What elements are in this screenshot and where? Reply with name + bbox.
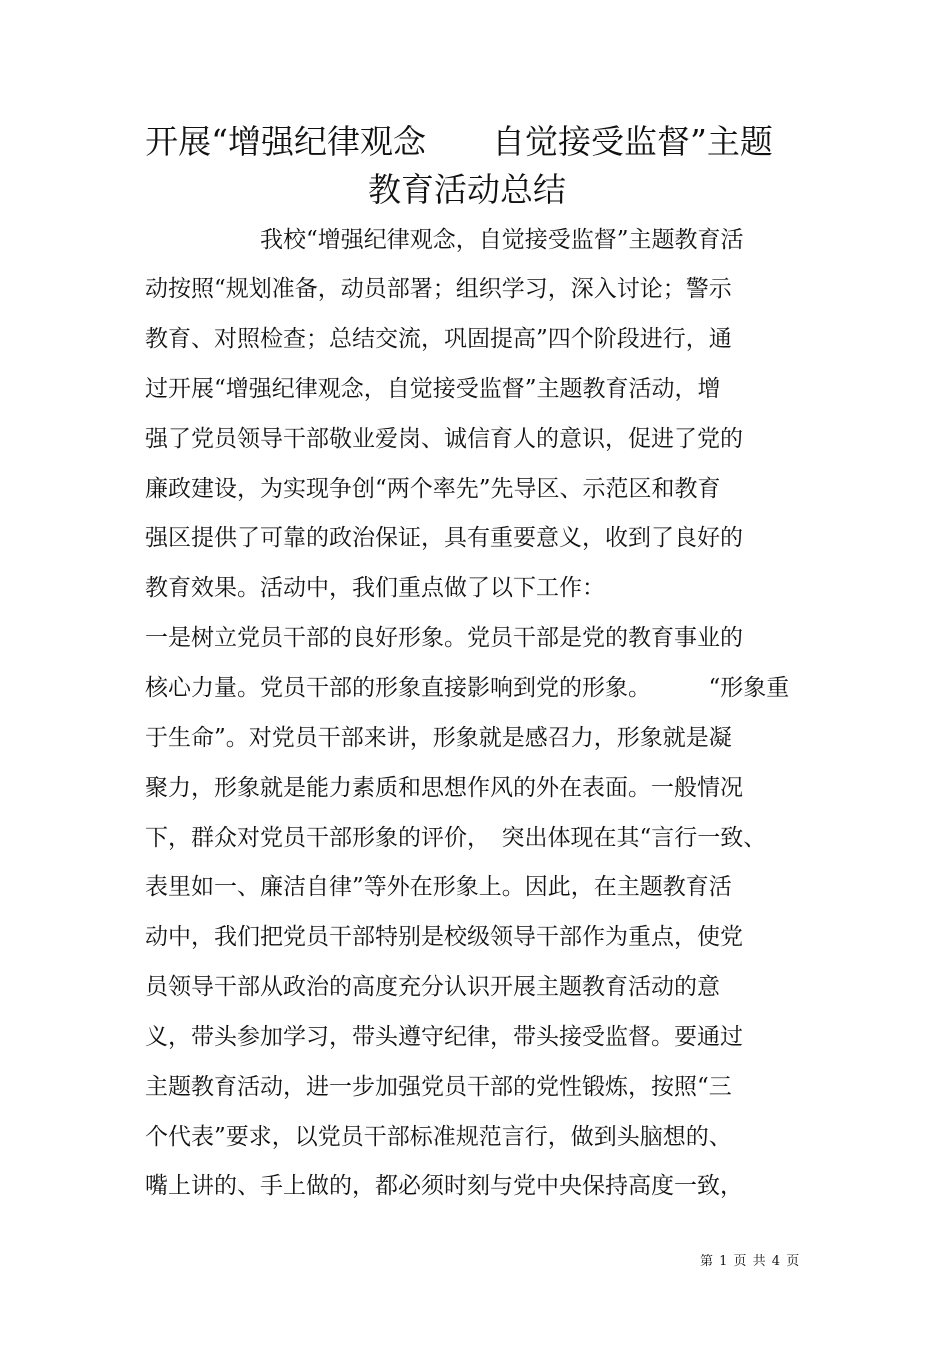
body-line: 员领导干部从政治的高度充分认识开展主题教育活动的意 — [145, 974, 720, 1000]
body-line: 表里如一、廉洁自律”等外在形象上。因此，在主题教育活 — [145, 874, 732, 900]
body-line: 核心力量。党员干部的形象直接影响到党的形象。 “形象重 — [145, 675, 790, 701]
body-line: 廉政建设，为实现争创“两个率先”先导区、示范区和教育 — [145, 476, 721, 502]
body-line: 教育效果。活动中，我们重点做了以下工作： — [145, 575, 605, 601]
body-line: 过开展“增强纪律观念，自觉接受监督”主题教育活动，增 — [145, 376, 721, 402]
body-line: 下，群众对党员干部形象的评价， 突出体现在其“言行一致、 — [145, 825, 767, 851]
body-line: 一是树立党员干部的良好形象。党员干部是党的教育事业的 — [145, 625, 743, 651]
body-line: 主题教育活动，进一步加强党员干部的党性锻炼，按照“三 — [145, 1074, 732, 1100]
body-line: 于生命”。对党员干部来讲，形象就是感召力，形象就是凝 — [145, 725, 732, 751]
body-line: 聚力，形象就是能力素质和思想作风的外在表面。一般情况 — [145, 775, 743, 801]
body-line: 强了党员领导干部敬业爱岗、诚信育人的意识，促进了党的 — [145, 426, 743, 452]
body-line: 强区提供了可靠的政治保证，具有重要意义，收到了良好的 — [145, 525, 743, 551]
body-line: 义，带头参加学习，带头遵守纪律，带头接受监督。要通过 — [145, 1024, 743, 1050]
body-line: 教育、对照检查；总结交流，巩固提高”四个阶段进行，通 — [145, 326, 732, 352]
document-title-line-2: 教育活动总结 — [368, 170, 566, 209]
page-number-footer: 第 1 页 共 4 页 — [700, 1254, 801, 1269]
body-line: 嘴上讲的、手上做的，都必须时刻与党中央保持高度一致， — [145, 1173, 743, 1199]
body-line: 动中，我们把党员干部特别是校级领导干部作为重点，使党 — [145, 924, 743, 950]
body-line: 个代表”要求，以党员干部标准规范言行，做到头脑想的、 — [145, 1124, 732, 1150]
document-title-line-1: 开展“增强纪律观念 自觉接受监督”主题 — [145, 122, 773, 161]
body-line: 我校“增强纪律观念，自觉接受监督”主题教育活 — [145, 227, 744, 253]
body-line: 动按照“规划准备，动员部署；组织学习，深入讨论；警示 — [145, 276, 732, 302]
